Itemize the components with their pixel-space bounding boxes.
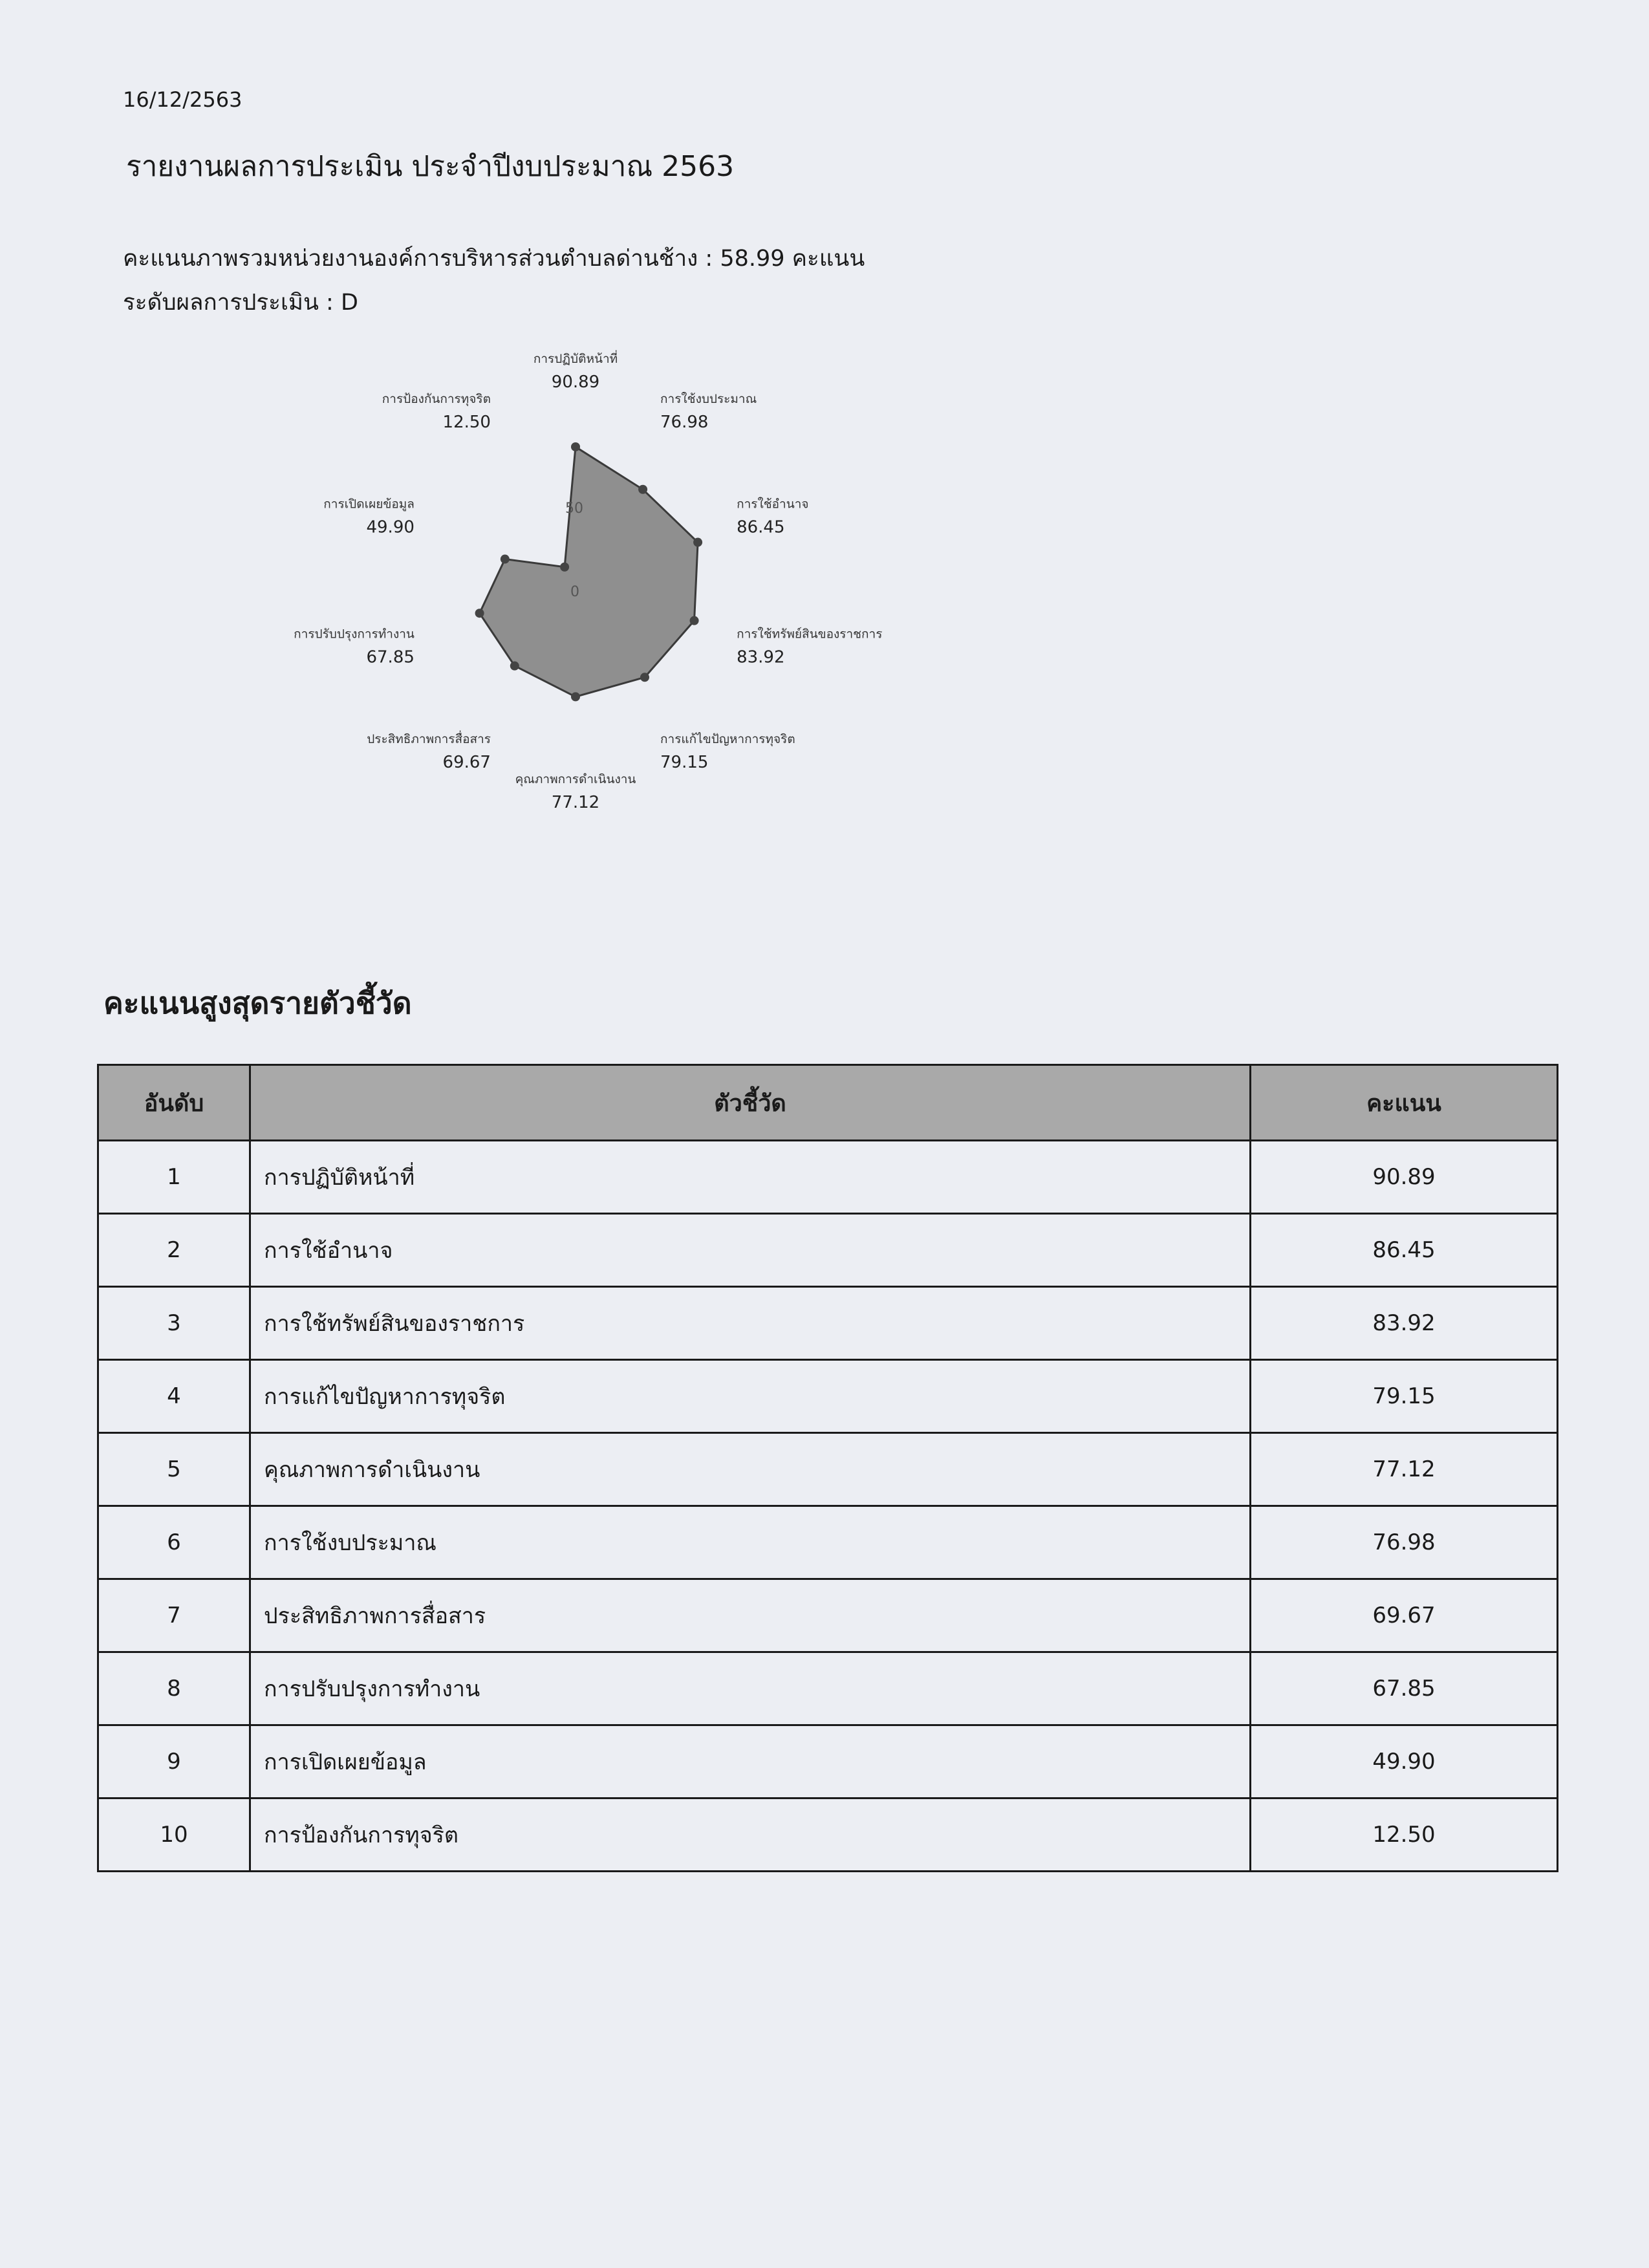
indicator-cell: การปรับปรุงการทำงาน bbox=[250, 1652, 1251, 1725]
section-title: คะแนนสูงสุดรายตัวชี้วัด bbox=[103, 986, 412, 1021]
table-row bbox=[98, 1579, 1558, 1652]
indicator-cell: ประสิทธิภาพการสื่อสาร bbox=[250, 1579, 1251, 1652]
value-label: 83.92 bbox=[737, 647, 785, 667]
value-label: 90.89 bbox=[551, 373, 600, 392]
rank-cell: 2 bbox=[98, 1214, 250, 1287]
report-title: รายงานผลการประเมิน ประจำปีงบประมาณ 2563 bbox=[126, 150, 735, 183]
indicator-cell: การใช้งบประมาณ bbox=[250, 1506, 1251, 1579]
table-header-row bbox=[98, 1065, 1558, 1141]
radar-chart bbox=[272, 352, 996, 828]
rank-cell: 1 bbox=[98, 1141, 250, 1214]
value-label: 12.50 bbox=[442, 413, 491, 433]
category-label: ประสิทธิภาพการสื่อสาร bbox=[367, 731, 491, 746]
radar-point bbox=[501, 555, 510, 564]
rank-cell: 9 bbox=[98, 1725, 250, 1798]
table-row bbox=[98, 1214, 1558, 1287]
value-label: 77.12 bbox=[551, 793, 600, 812]
category-label: การป้องกันการทุจริต bbox=[382, 392, 491, 407]
category-label: การปฏิบัติหน้าที่ bbox=[533, 352, 618, 366]
rank-cell: 8 bbox=[98, 1652, 250, 1725]
category-label: การใช้อำนาจ bbox=[737, 497, 809, 512]
rank-cell: 6 bbox=[98, 1506, 250, 1579]
score-cell: 83.92 bbox=[1251, 1287, 1558, 1360]
table-row bbox=[98, 1433, 1558, 1506]
radar-area bbox=[480, 447, 698, 697]
overall-score: คะแนนภาพรวมหน่วยงานองค์การบริหารส่วนตำบลด่านช้าง : 58.99 คะแนน bbox=[123, 246, 865, 272]
indicator-cell: คุณภาพการดำเนินงาน bbox=[250, 1433, 1251, 1506]
score-cell: 90.89 bbox=[1251, 1141, 1558, 1214]
table-row bbox=[98, 1798, 1558, 1872]
indicator-cell: การเปิดเผยข้อมูล bbox=[250, 1725, 1251, 1798]
category-label: คุณภาพการดำเนินงาน bbox=[515, 772, 636, 786]
header-indicator: ตัวชี้วัด bbox=[250, 1065, 1251, 1141]
score-cell: 76.98 bbox=[1251, 1506, 1558, 1579]
table-row bbox=[98, 1141, 1558, 1214]
radar-point bbox=[638, 485, 647, 494]
value-label: 76.98 bbox=[660, 413, 709, 433]
indicator-cell: การใช้อำนาจ bbox=[250, 1214, 1251, 1287]
radar-point bbox=[571, 692, 580, 701]
radar-point bbox=[560, 563, 569, 572]
table-row bbox=[98, 1652, 1558, 1725]
rank-cell: 5 bbox=[98, 1433, 250, 1506]
score-cell: 77.12 bbox=[1251, 1433, 1558, 1506]
table-row bbox=[98, 1360, 1558, 1433]
radar-point bbox=[571, 442, 580, 451]
value-label: 69.67 bbox=[442, 752, 491, 772]
indicator-cell: การปฏิบัติหน้าที่ bbox=[250, 1141, 1251, 1214]
category-label: การใช้งบประมาณ bbox=[660, 392, 757, 407]
rank-cell: 3 bbox=[98, 1287, 250, 1360]
radar-point bbox=[475, 609, 484, 618]
category-label: การใช้ทรัพย์สินของราชการ bbox=[737, 627, 883, 642]
radar-point bbox=[640, 673, 649, 682]
score-cell: 49.90 bbox=[1251, 1725, 1558, 1798]
axis-label-zero: 0 bbox=[570, 584, 579, 600]
value-label: 49.90 bbox=[366, 517, 415, 537]
category-label: การเปิดเผยข้อมูล bbox=[323, 497, 415, 512]
indicator-cell: การแก้ไขปัญหาการทุจริต bbox=[250, 1360, 1251, 1433]
assessment-level: ระดับผลการประเมิน : D bbox=[123, 290, 358, 316]
radar-point bbox=[693, 538, 702, 547]
category-label: การปรับปรุงการทำงาน bbox=[294, 627, 415, 642]
indicator-cell: การป้องกันการทุจริต bbox=[250, 1798, 1251, 1872]
table-row bbox=[98, 1725, 1558, 1798]
indicator-table bbox=[97, 1064, 1558, 1872]
category-label: การแก้ไขปัญหาการทุจริต bbox=[660, 731, 795, 746]
score-cell: 69.67 bbox=[1251, 1579, 1558, 1652]
header-rank: อันดับ bbox=[98, 1065, 250, 1141]
radar-point bbox=[510, 662, 519, 671]
value-label: 79.15 bbox=[660, 752, 709, 772]
score-cell: 79.15 bbox=[1251, 1360, 1558, 1433]
score-cell: 12.50 bbox=[1251, 1798, 1558, 1872]
table-row bbox=[98, 1506, 1558, 1579]
rank-cell: 7 bbox=[98, 1579, 250, 1652]
score-cell: 67.85 bbox=[1251, 1652, 1558, 1725]
value-label: 86.45 bbox=[737, 517, 785, 537]
axis-label-fifty: 50 bbox=[565, 501, 583, 517]
score-cell: 86.45 bbox=[1251, 1214, 1558, 1287]
header-score: คะแนน bbox=[1251, 1065, 1558, 1141]
radar-point bbox=[690, 616, 699, 625]
rank-cell: 10 bbox=[98, 1798, 250, 1872]
indicator-cell: การใช้ทรัพย์สินของราชการ bbox=[250, 1287, 1251, 1360]
rank-cell: 4 bbox=[98, 1360, 250, 1433]
value-label: 67.85 bbox=[366, 647, 415, 667]
table-body bbox=[98, 1141, 1558, 1872]
report-date: 16/12/2563 bbox=[123, 87, 242, 112]
table-row bbox=[98, 1287, 1558, 1360]
